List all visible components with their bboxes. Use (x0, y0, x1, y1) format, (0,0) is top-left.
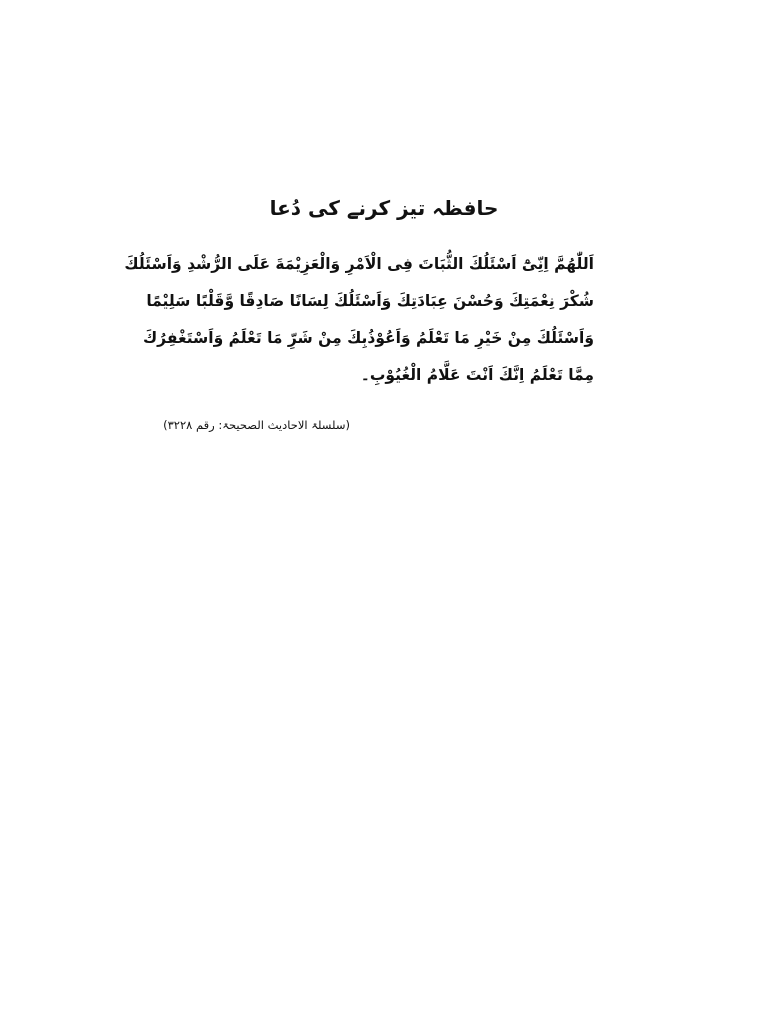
dua-line-3: وَاَسْئَلُكَ مِنْ خَيْرِ مَا تَعْلَمُ وَاَعُوْذُبِكَ مِنْ شَرِّ مَا تَعْلَمُ وَاَسْتَغْفِرُكَ (142, 329, 594, 347)
dua-line-4: مِمَّا تَعْلَمُ اِنَّكَ اَنْتَ عَلَّامُ الْغُيُوْبِ۔ (360, 366, 594, 384)
dua-line-2: شُكْرَ نِعْمَتِكَ وَحُسْنَ عِبَادَتِكَ وَاَسْئَلُكَ لِسَانًا صَادِقًا وَّقَلْبًا سَلِيْمًا (146, 292, 594, 310)
dua-text-block (124, 246, 594, 394)
hadith-reference: (سلسلۃ الاحادیث الصحیحۃ: رقم ۳۲۲۸) (163, 418, 350, 432)
dua-line-1: اَللّٰهُمَّ اِنِّیْٓ اَسْئَلُكَ الثُّبَاتَ فِی الْاَمْرِ وَالْعَزِيْمَةَ عَلَى الرُّشْدِ وَاَسْئَلُكَ (124, 255, 594, 273)
page-title: حافظہ تیز کرنے کی دُعا (269, 196, 499, 221)
